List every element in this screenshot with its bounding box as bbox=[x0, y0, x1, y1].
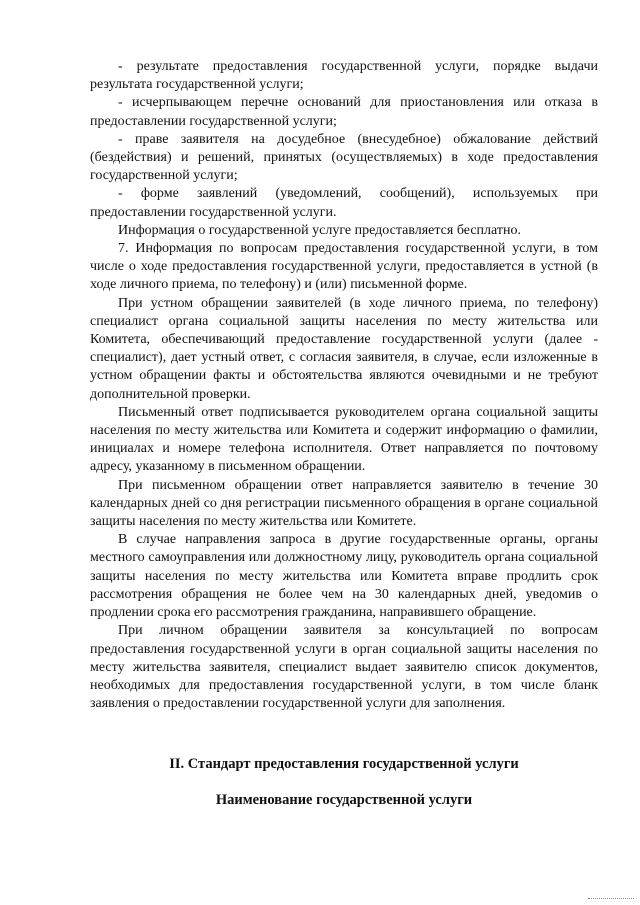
paragraph-oral-request: При устном обращении заявителей (в ходе личного приема, по телефону) специалист органа социальной защиты населения по месту жительства или Комитета, обеспечивающий предоставление государственной услуги (далее - специалист), дает устный ответ, с согласия заявителя, в случае, если изложенные в устном обращении факты и обстоятельства являются очевидными и не требуют дополнительной проверки. bbox=[90, 295, 598, 402]
paragraph-item-7: 7. Информация по вопросам предоставления государственной услуги, в том числе о ходе предоставления государственной услуги, предоставляется в устной (в ходе личного приема, по телефону) и (или) письменной форме. bbox=[90, 241, 598, 293]
section-heading: II. Стандарт предоставления государственной услуги bbox=[169, 756, 519, 772]
paragraph-application-form: - форме заявлений (уведомлений, сообщений), используемых при предоставлении государственной услуги. bbox=[90, 186, 598, 220]
paragraph-result: - результате предоставления государственной услуги, порядке выдачи результата государственной услуги; bbox=[90, 59, 598, 93]
paragraph-appeal-right: - праве заявителя на досудебное (внесудебное) обжалование действий (бездействия) и решений, принятых (осуществляемых) в ходе предоставления государственной услуги; bbox=[90, 131, 598, 184]
paragraph-grounds: - исчерпывающем перечне оснований для приостановления или отказа в предоставлении государственной услуги; bbox=[90, 95, 598, 129]
paragraph-personal-visit: При личном обращении заявителя за консультацией по вопросам предоставления государственной услуги в орган социальной защиты населения по месту жительства заявителя, специалист выдает заявителю список документов, необходимых для предоставления государственной услуги, в том числе бланк заявления о предоставлении государственной услуги для заполнения. bbox=[90, 623, 598, 712]
subsection-heading: Наименование государственной услуги bbox=[215, 792, 473, 808]
paragraph-free-of-charge: Информация о государственной услуге предоставляется бесплатно. bbox=[118, 222, 521, 238]
paragraph-written-answer: Письменный ответ подписывается руководителем органа социальной защиты населения по месту жительства или Комитета и содержит информацию о фамилии, инициалах и номере телефона исполнителя. Ответ направляется по почтовому адресу, указанному в письменном обращении. bbox=[90, 404, 598, 475]
scan-artifact bbox=[588, 898, 634, 901]
paragraph-extension: В случае направления запроса в другие государственные органы, органы местного самоуправления или должностному лицу, руководитель органа социальной защиты населения по месту жительства или Комитета вправе продлить срок рассмотрения обращения не более чем на 30 календарных дней, уведомив о продлении срока его рассмотрения гражданина, направившего обращение. bbox=[90, 532, 598, 621]
paragraph-written-request: При письменном обращении ответ направляется заявителю в течение 30 календарных дней со дня регистрации письменного обращения в органе социальной защиты населения по месту жительства или Комитете. bbox=[90, 477, 598, 530]
document-body bbox=[90, 58, 598, 713]
